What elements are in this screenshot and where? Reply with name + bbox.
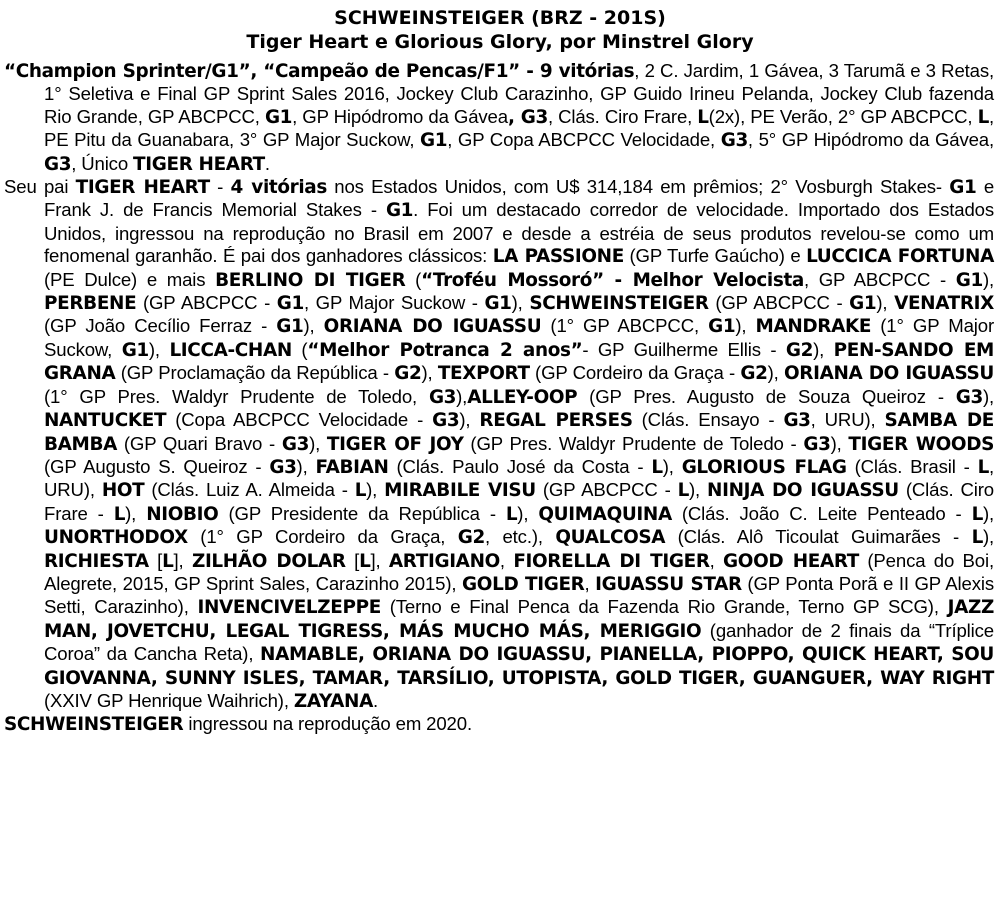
text-run: ), [982,385,994,407]
text-run: ), [876,292,895,314]
text-run: (1° GP Pres. Waldyr Prudente de Toledo, [44,385,429,407]
text-run: , [709,549,724,571]
text-run: , Único [71,152,134,174]
bold-text-run: NINJA DO IGUASSU [707,480,899,502]
bold-text-run: L [113,503,126,525]
bold-text-run: IGUASSU STAR [595,573,742,595]
text-run: (Clás. Paulo José da Costa - [388,455,652,477]
text-run: , GP Copa ABCPCC Velocidade, [447,129,721,151]
text-run: (Clás. Brasil - [846,455,978,477]
bold-text-run: GOOD HEART [723,550,860,572]
text-run: (Clás. Ensayo - [632,409,784,431]
bold-text-run: L [651,456,663,478]
bold-text-run: ZAYANA [293,690,373,712]
bold-text-run: ORIANA DO IGUASSU [783,363,995,385]
text-run: ), [421,362,438,384]
text-run: ), [517,502,539,524]
text-run: [ [148,549,163,571]
text-run: ), [689,479,708,501]
text-run: ), [125,502,147,524]
text-run: (ganhador de 2 finais da “Tríplice Coroa” da Cancha Reta), [44,619,994,665]
bold-text-run: TIGER WOODS [848,433,995,455]
stud-paragraph [4,713,994,736]
bold-text-run: G3 [803,433,831,455]
text-run: (GP Augusto S. Queiroz - [44,455,270,477]
document-header [0,0,1000,54]
text-run: ), [303,315,324,337]
bold-text-run: L [505,503,518,525]
bold-text-run: GLORIOUS FLAG [681,456,847,478]
text-run: (GP Turfe Gaúcho) e [623,245,807,267]
bold-text-run: ZILHÃO DOLAR [191,550,346,572]
bold-text-run: G1 [484,293,512,315]
text-run: ), [982,526,994,548]
bold-text-run: L [977,106,989,128]
bold-text-run: NANTUCKET [44,410,167,432]
text-run: , 2 C. Jardim, 1 Gávea, 3 Tarumã e 3 Retas, 1° Seletiva e Final GP Sprint Sales 2016, Jockey Club Carazinho, GP Guido Irineu Pelanda, Jockey Club fazenda Rio Grande, GP ABCPCC, [44,60,995,127]
bold-text-run: L [971,503,983,525]
bold-text-run: G1 [849,293,877,315]
racing-record-paragraph [4,60,994,176]
text-run: - GP Guilherme Ellis - [582,338,786,360]
text-run: (GP Ponta Porã e II GP Alexis Setti, Carazinho), [44,572,995,618]
text-run: , etc.), [484,526,556,548]
text-run: - [209,176,231,198]
bold-text-run: , G3 [507,106,548,128]
text-run: (GP ABCPCC - [136,292,277,314]
text-run: . Foi um destacado corredor de velocidade. Importado dos Estados Unidos, ingressou na reprodução no Brasil em 2007 e desde a estréia de seus produtos revelou-se como um fenomenal garanhão. É pai dos ganhadores clássicos: [44,199,994,267]
text-run: , [499,549,514,571]
bold-text-run: JAZZ MAN, JOVETCHU, LEGAL TIGRESS, MÁS MUCHO MÁS, MERIGGIO [44,597,994,642]
bold-text-run: HOT [101,480,145,502]
bold-text-run: MANDRAKE [755,316,872,338]
text-run: . [372,689,379,711]
bold-text-run: ALLEY-OOP [467,386,578,408]
text-run: ), [366,479,385,501]
bold-text-run: GOLD TIGER [462,573,585,595]
bold-text-run: MIRABILE VISU [384,480,536,502]
bold-text-run: NAMABLE, ORIANA DO IGUASSU, PIANELLA, PIOPPO, QUICK HEART, SOU GIOVANNA, SUNNY ISLES, TAMAR, TARSÍLIO, UTOPISTA, GOLD TIGER, GUANGUER, WAY RIGHT [44,644,994,689]
bold-text-run: G3 [783,410,811,432]
bold-text-run: BERLINO DI TIGER [215,269,406,291]
bold-text-run: G3 [955,386,983,408]
text-run: , [584,572,596,594]
text-run: , GP ABCPCC - [803,268,956,290]
bold-text-run: G2 [394,363,422,385]
bold-text-run: G1 [385,200,414,222]
bold-text-run: LA PASSIONE [492,246,624,268]
text-run: ), [459,409,480,431]
text-run: (XXIV GP Henrique Waihrich), [44,689,294,711]
bold-text-run: REGAL PERSES [479,410,633,432]
bold-text-run: SAMBA DE BAMBA [44,410,994,455]
bold-text-run: G1 [276,316,304,338]
text-run: ), [456,385,468,407]
text-run: (GP Quari Bravo - [117,432,282,454]
bold-text-run: G1 [264,106,293,128]
bold-text-run: QUALCOSA [555,527,666,549]
text-run: , 5° GP Hipódromo da Gávea, [747,129,995,151]
bold-text-run: L [697,106,709,128]
text-run: ), [982,502,995,524]
bold-text-run: TIGER HEART [133,153,265,175]
text-run: (Clás. João C. Leite Penteado - [671,502,972,524]
text-run: (1° GP ABCPCC, [541,315,709,337]
bold-text-run: G3 [428,386,457,408]
text-run: (GP ABCPCC - [708,292,850,314]
text-run: e Frank J. de Francis Memorial Stakes - [44,176,995,221]
text-run: ( [291,338,308,360]
text-run: ), [735,315,756,337]
bold-text-run: QUIMAQUINA [538,503,672,525]
text-run: (Clás. Luiz A. Almeida - [144,479,355,501]
text-run: ), [296,455,316,477]
bold-text-run: L [677,480,690,502]
bold-text-run: LICCA-CHAN [169,339,292,361]
bold-text-run: “Troféu Mossoró” - Melhor Velocista [421,269,804,291]
bold-text-run: L [971,527,983,549]
bold-text-run: TIGER HEART [75,177,210,199]
text-run: (1° GP Cordeiro da Graça, [187,526,458,548]
bold-text-run: G2 [457,527,485,549]
bold-text-run: ORIANA DO IGUASSU [323,316,542,338]
sire-paragraph [4,176,994,713]
text-run: ), [148,338,170,360]
bold-text-run: TEXPORT [437,363,530,385]
bold-text-run: SCHWEINSTEIGER [4,714,184,736]
bold-text-run: L [162,550,174,572]
bold-text-run: PEN-SANDO EM GRANA [44,339,994,385]
bold-text-run: G1 [955,269,983,291]
text-run: (GP Cordeiro da Graça - [529,362,741,384]
text-run: (1° GP Major Suckow, [44,315,994,360]
text-run: (2x), PE Verão, 2° GP ABCPCC, [708,105,978,127]
text-run: ), [830,432,849,454]
text-run: (Clás. Ciro Frare - [44,479,994,524]
text-run: ), [511,292,530,314]
bold-text-run: G3 [432,410,460,432]
text-run: . [264,152,270,174]
text-run: (PE Dulce) e mais [44,268,216,290]
text-run: ), [662,455,682,477]
text-run: ingressou na reprodução em 2020. [183,713,472,735]
bold-text-run: G1 [276,293,304,315]
text-run: , URU), [44,455,994,501]
pedigree-subtitle: Tiger Heart e Glorious Glory, por Minstrel Glory [246,31,754,53]
bold-text-run: G3 [269,456,297,478]
bold-text-run: G2 [785,339,814,361]
bold-text-run: G3 [720,130,748,152]
bold-text-run: G1 [420,130,448,152]
bold-text-run: G3 [44,153,72,175]
text-run: (GP ABCPCC - [535,479,678,501]
text-run: , URU), [810,409,885,431]
bold-text-run: TIGER OF JOY [326,433,464,455]
bold-text-run: G2 [740,363,768,385]
bold-text-run: ARTIGIANO [388,550,500,572]
text-run: , GP Hipódromo da Gávea [292,105,508,127]
bold-text-run: L [977,456,989,478]
bold-text-run: G1 [949,177,977,199]
text-run: (GP Pres. Augusto de Souza Queiroz - [577,385,956,407]
text-run: , PE Pitu da Guanabara, 3° GP Major Suckow, [44,105,994,151]
bold-text-run: “Melhor Potranca 2 anos” [307,339,583,361]
text-run: ), [813,338,834,360]
horse-title: SCHWEINSTEIGER (BRZ - 201S) [334,7,666,29]
bold-text-run: RICHIESTA [44,550,149,572]
text-run: , Clás. Ciro Frare, [547,105,698,127]
bold-text-run: FABIAN [315,456,389,478]
text-run: (GP João Cecílio Ferraz - [44,315,277,337]
bold-text-run: SCHWEINSTEIGER [529,293,709,315]
bold-text-run: L [359,550,371,572]
bold-text-run: 4 vitórias [230,177,327,199]
text-run: (GP Presidente da República - [218,502,506,524]
bold-text-run: L [354,480,367,502]
text-run: ( [405,268,422,290]
text-run: (GP Pres. Waldyr Prudente de Toledo - [463,432,804,454]
text-run: (Penca do Boi, Alegrete, 2015, GP Sprint Sales, Carazinho 2015), [44,549,994,594]
text-run: (Copa ABCPCC Velocidade - [166,409,433,431]
text-run: ], [173,549,192,571]
bold-text-run: FIORELLA DI TIGER [513,550,710,572]
text-run: , GP Major Suckow - [303,292,485,314]
bold-text-run: G1 [121,339,149,361]
bold-text-run: NIOBIO [146,503,219,525]
bold-text-run: G3 [281,433,310,455]
text-run: (GP Proclamação da República - [115,362,395,384]
text-run: Seu pai [4,176,76,198]
text-run: ], [370,549,389,571]
document-body [4,60,994,737]
text-run: (Terno e Final Penca da Fazenda Rio Grande, Terno GP SCG), [380,596,948,618]
text-run: ), [982,268,994,290]
bold-text-run: UNORTHODOX [44,527,188,549]
text-run: nos Estados Unidos, com U$ 314,184 em prêmios; 2° Vosburgh Stakes- [326,176,950,198]
bold-text-run: PERBENE [44,293,137,315]
text-run: [ [345,549,360,571]
text-run: ), [767,362,784,384]
bold-text-run: VENATRIX [894,293,994,315]
bold-text-run: LUCCICA FORTUNA [806,246,994,268]
bold-text-run: “Champion Sprinter/G1”, “Campeão de Pencas/F1” - 9 vitórias [4,61,635,82]
bold-text-run: INVENCIVELZEPPE [197,597,381,619]
text-run: (Clás. Alô Ticoulat Guimarães - [665,526,972,548]
text-run: ), [309,432,327,454]
bold-text-run: G1 [708,316,736,338]
